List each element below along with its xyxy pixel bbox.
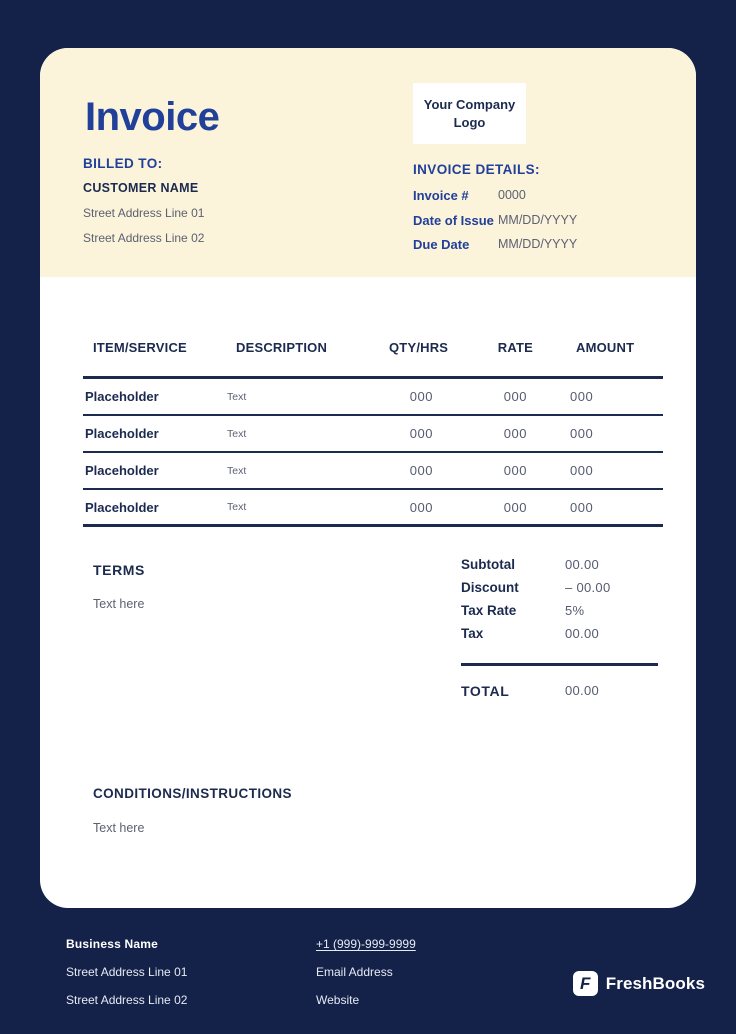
description-cell: Text: [227, 464, 247, 477]
company-logo-text: Your Company Logo: [423, 96, 516, 130]
company-logo-placeholder: [413, 83, 526, 144]
subtotal-label: Subtotal: [461, 557, 515, 572]
discount-value: – 00.00: [565, 580, 611, 595]
amount-cell: 000: [570, 463, 594, 478]
item-cell: Placeholder: [85, 389, 159, 404]
amount-cell: 000: [570, 389, 594, 404]
invoice-number-value: 0000: [498, 188, 526, 202]
due-date-value: MM/DD/YYYY: [498, 237, 578, 251]
invoice-header-right: [413, 83, 663, 277]
date-of-issue-label: Date of Issue: [413, 212, 494, 228]
totals-divider: [461, 663, 658, 666]
billed-to-heading: BILLED TO:: [83, 156, 163, 171]
due-date-label: Due Date: [413, 237, 470, 252]
business-address-line-1: Street Address Line 01: [66, 965, 188, 979]
grand-total-value: 00.00: [565, 683, 600, 698]
rate-cell: 000: [503, 426, 527, 441]
grand-total-row: [461, 683, 658, 699]
table-row: [83, 416, 663, 453]
amount-cell: 000: [570, 499, 594, 515]
freshbooks-wordmark: FreshBooks: [605, 973, 705, 993]
tax-rate-value: 5%: [565, 603, 585, 618]
table-body: [83, 376, 663, 527]
customer-address-line-1: Street Address Line 01: [83, 206, 205, 220]
table-row: [83, 453, 663, 490]
totals-section: [461, 557, 658, 699]
invoice-details-section: [413, 163, 663, 252]
email-address: Email Address: [316, 965, 393, 979]
qty-cell: 000: [409, 389, 433, 404]
column-header-amount: AMOUNT: [576, 340, 635, 355]
terms-text: Text here: [93, 597, 145, 611]
due-date-row: [413, 237, 663, 252]
rate-cell: 000: [503, 499, 527, 515]
item-cell: Placeholder: [85, 499, 159, 515]
qty-cell: 000: [409, 426, 433, 441]
description-cell: Text: [227, 501, 247, 513]
tax-label: Tax: [461, 626, 484, 641]
conditions-heading: CONDITIONS/INSTRUCTIONS: [93, 786, 292, 801]
rate-cell: 000: [503, 463, 527, 478]
subtotal-value: 00.00: [565, 557, 600, 572]
page-footer: [0, 908, 736, 1022]
column-header-description: DESCRIPTION: [236, 340, 328, 355]
rate-cell: 000: [503, 389, 527, 404]
phone-link[interactable]: +1 (999)-999-9999: [316, 937, 416, 951]
conditions-section: [93, 787, 696, 835]
description-cell: Text: [227, 427, 247, 440]
customer-name: CUSTOMER NAME: [83, 181, 199, 195]
tax-rate-row: [461, 603, 658, 626]
terms-section: [93, 563, 145, 699]
qty-cell: 000: [409, 463, 433, 478]
website: Website: [316, 993, 360, 1007]
freshbooks-f-icon: F: [573, 971, 598, 996]
tax-value: 00.00: [565, 626, 600, 641]
item-cell: Placeholder: [85, 426, 159, 441]
date-of-issue-value: MM/DD/YYYY: [498, 212, 578, 227]
invoice-header-left: [83, 83, 219, 277]
grand-total-label: TOTAL: [461, 683, 510, 699]
tax-rate-label: Tax Rate: [461, 603, 517, 618]
footer-business-info: [66, 938, 316, 1022]
table-row: [83, 379, 663, 416]
business-address-line-2: Street Address Line 02: [66, 993, 188, 1007]
conditions-text: Text here: [93, 821, 145, 835]
description-cell: Text: [227, 390, 247, 403]
terms-heading: TERMS: [93, 562, 145, 578]
invoice-title: Invoice: [85, 95, 220, 139]
discount-row: [461, 580, 658, 603]
business-name: Business Name: [66, 937, 158, 951]
billed-to-section: [83, 157, 219, 245]
table-header-row: [83, 323, 663, 376]
item-cell: Placeholder: [85, 463, 159, 478]
date-of-issue-row: [413, 213, 663, 228]
invoice-card: [40, 48, 696, 908]
column-header-qty-hrs: QTY/HRS: [389, 340, 449, 355]
invoice-details-rows: [413, 188, 663, 252]
invoice-number-row: [413, 188, 663, 203]
footer-contact-info: [316, 938, 573, 1022]
freshbooks-logo: [573, 971, 705, 996]
customer-address-line-2: Street Address Line 02: [83, 231, 205, 245]
discount-label: Discount: [461, 580, 519, 595]
amount-cell: 000: [570, 426, 594, 441]
line-items-table: [83, 323, 663, 527]
subtotal-row: [461, 557, 658, 580]
table-row: [83, 490, 663, 527]
invoice-details-heading: INVOICE DETAILS:: [413, 162, 540, 177]
qty-cell: 000: [409, 499, 433, 515]
invoice-header: [40, 48, 696, 277]
invoice-number-label: Invoice #: [413, 188, 469, 203]
column-header-item-service: ITEM/SERVICE: [93, 340, 187, 355]
terms-and-totals-section: [83, 527, 658, 699]
tax-row: [461, 626, 658, 649]
column-header-rate: RATE: [497, 340, 533, 355]
